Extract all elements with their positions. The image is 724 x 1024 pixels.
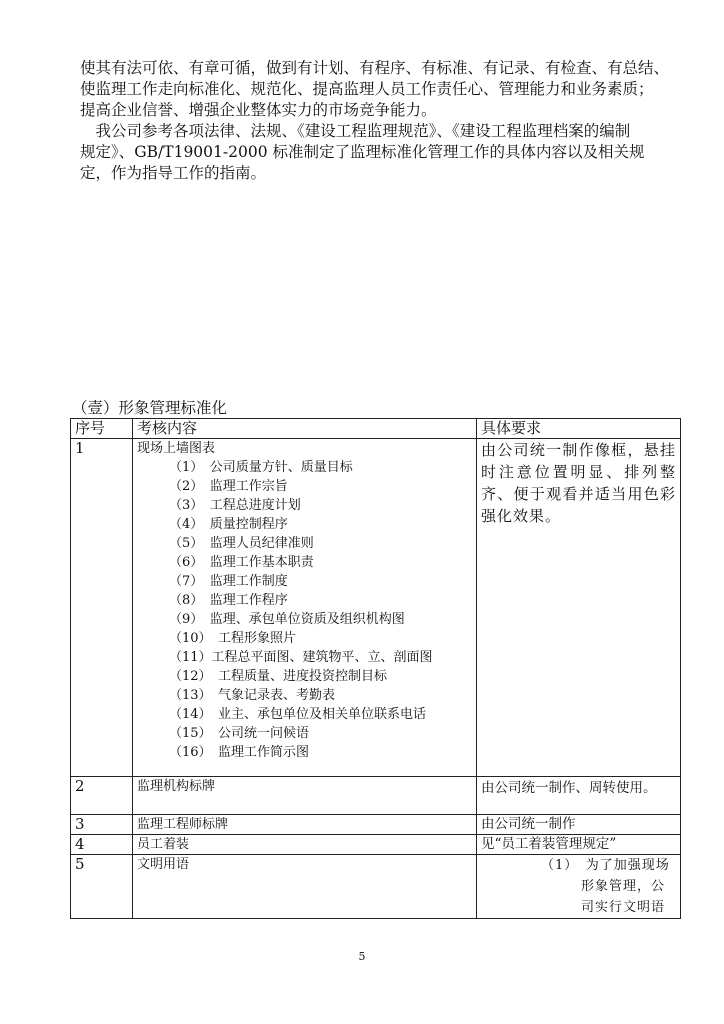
row-no: 1 [71,439,133,777]
row-content [133,439,477,777]
row-no: 4 [71,835,133,855]
header-content: 考核内容 [133,419,477,439]
list-item: （1） 公司质量方针、质量目标 [169,460,353,475]
intro-line: 使监理工作走向标准化、规范化、提高监理人员工作责任心、管理能力和业务素质； [80,80,654,98]
list-item: （8） 监理工作程序 [169,593,288,608]
header-no: 序号 [71,419,133,439]
list-item: （2） 监理工作宗旨 [169,479,288,494]
row-content: 员工着装 [133,835,477,855]
requirement-line: 形象管理，公 [581,879,666,894]
intro-line: 我公司参考各项法律、法规、《建设工程监理规范》、《建设工程监理档案的编制 [80,122,631,140]
row-requirement: 由公司统一制作像框，悬挂时注意位置明显、排列整齐、便于观看并适当用色彩强化效果。 [477,439,681,777]
list-item: （3） 工程总进度计划 [169,498,301,513]
list-item: （15） 公司统一问候语 [169,726,310,741]
header-requirement: 具体要求 [477,419,681,439]
list-item: （4） 质量控制程序 [169,517,288,532]
table-row [71,855,681,919]
list-item: （6） 监理工作基本职责 [169,555,314,570]
row-no: 2 [71,777,133,815]
row-no: 3 [71,815,133,835]
section-title: （壹）形象管理标准化 [72,399,228,417]
intro-line: 使其有法可依、有章可循，做到有计划、有程序、有标准、有记录、有检查、有总结、 [80,59,670,77]
row-requirement: 由公司统一制作、周转使用。 [477,777,681,815]
list-item: （10） 工程形象照片 [169,631,297,646]
list-item: （9） 监理、承包单位资质及组织机构图 [169,612,405,627]
row-no: 5 [71,855,133,919]
list-item: （16） 监理工作简示图 [169,745,310,760]
list-item: （11）工程总平面图、建筑物平、立、剖面图 [169,650,433,665]
row-content: 监理机构标牌 [133,777,477,815]
row-content: 文明用语 [133,855,477,919]
row-title: 现场上墙图表 [137,441,216,456]
list-item: （7） 监理工作制度 [169,574,288,589]
intro-line: 规定》、GB/T19001-2000 标准制定了监理标准化管理工作的具体内容以及相关规 [80,143,645,161]
page-number: 5 [358,950,366,963]
table-row [71,777,681,815]
list-item: （12） 工程质量、进度投资控制目标 [169,669,388,684]
table-row [71,835,681,855]
row-requirement: 由公司统一制作 [477,815,681,835]
requirement-line: （1） 为了加强现场 [541,858,670,873]
intro-line: 提高企业信誉、增强企业整体实力的市场竞争能力。 [80,101,437,119]
list-item: （5） 监理人员纪律准则 [169,536,314,551]
row-requirement [477,855,681,919]
requirement-line: 司实行文明语 [581,900,666,915]
standards-table [70,418,681,919]
table-header-row [71,419,681,439]
list-item: （13） 气象记录表、考勤表 [169,688,336,703]
table-row [71,439,681,777]
intro-line: 定，作为指导工作的指南。 [80,164,267,182]
row-content: 监理工程师标牌 [133,815,477,835]
list-item: （14） 业主、承包单位及相关单位联系电话 [169,707,427,722]
table-row [71,815,681,835]
row-requirement: 见“员工着装管理规定” [477,835,681,855]
